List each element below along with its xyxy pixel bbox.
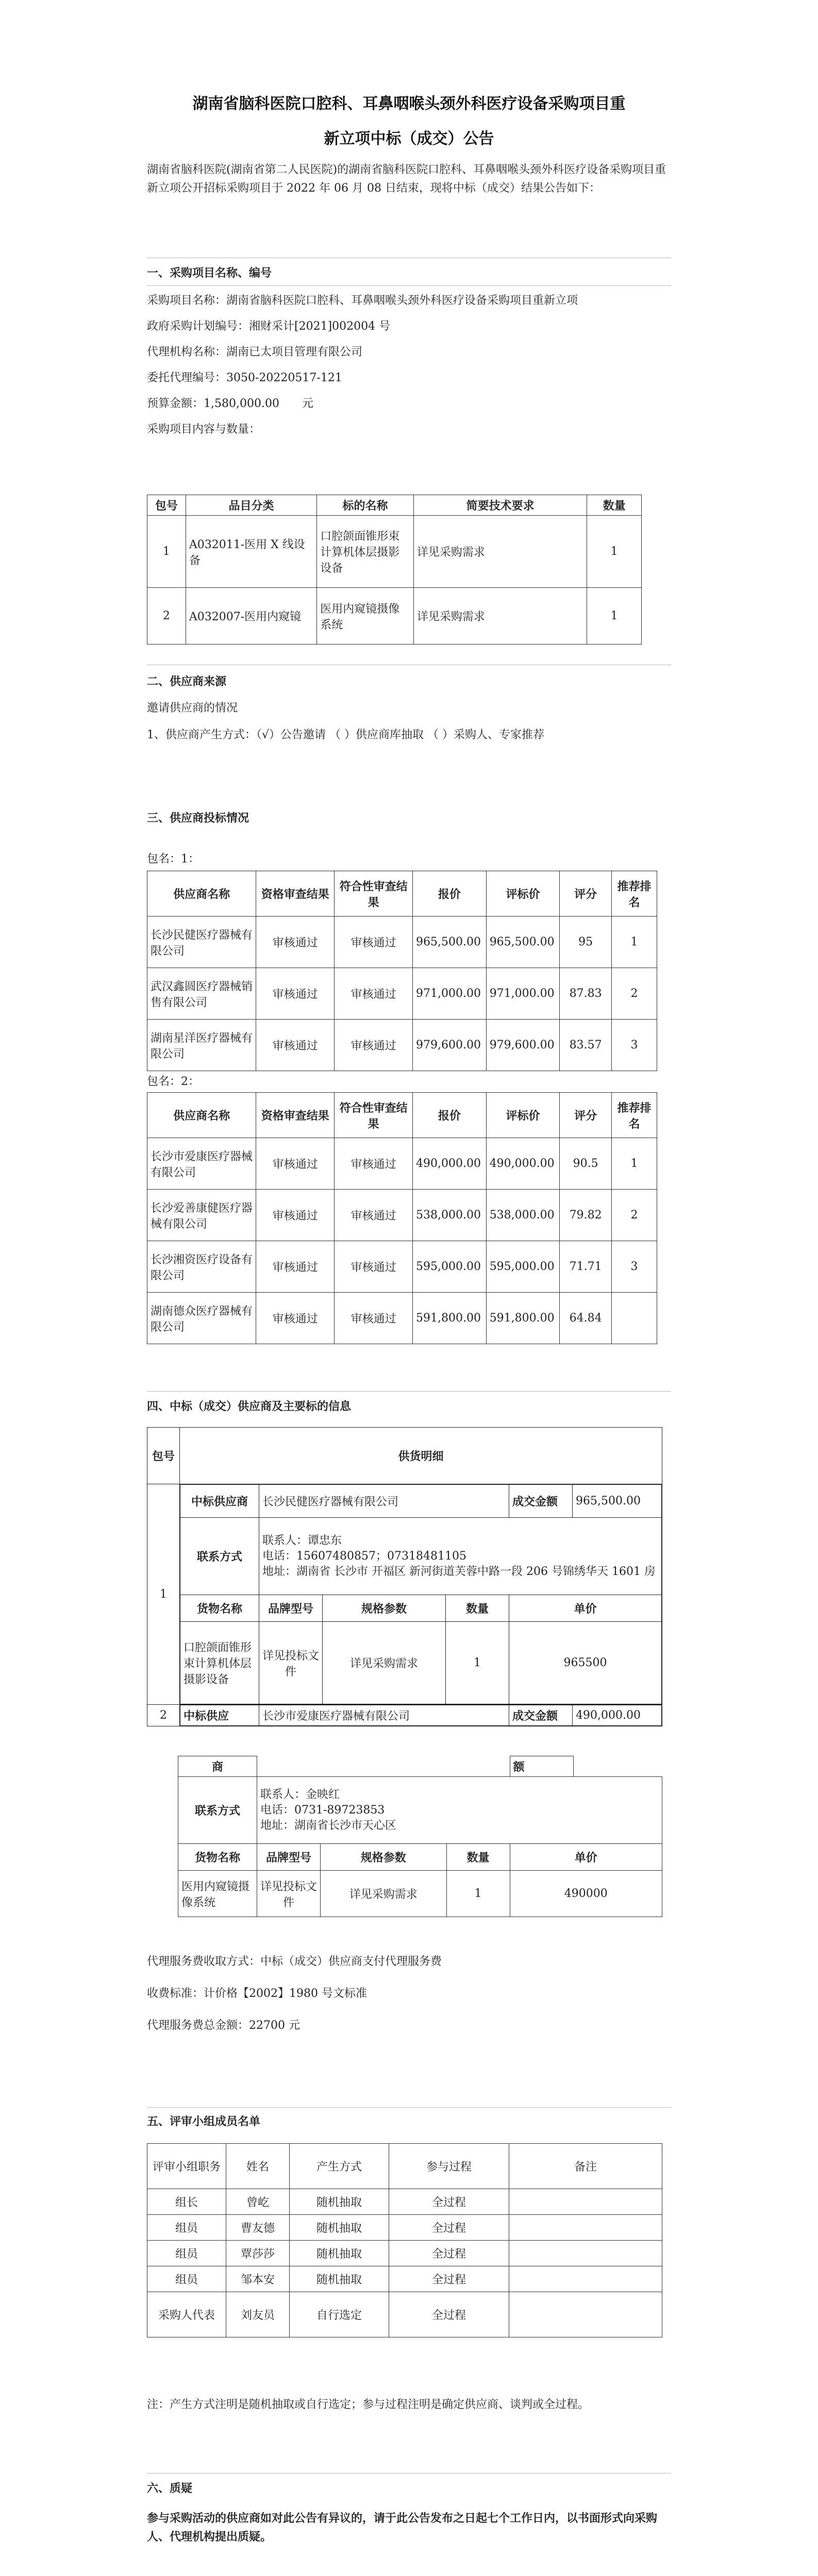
table-cell: 1 [587, 588, 642, 645]
committee-note-text: 注：产生方式注明是随机抽取或自行选定；参与过程注明是确定供应商、谈判或全过程。 [147, 2398, 590, 2411]
col-header: 推荐排名 [611, 1093, 657, 1138]
table-cell: 490000 [510, 1871, 662, 1917]
committee-table [147, 2143, 662, 2337]
section-3-heading: 三、供应商投标情况 [147, 811, 249, 825]
col-header: 数量 [446, 1844, 510, 1871]
table-cell: 审核通过 [335, 1241, 413, 1293]
contact-phone: 电话：0731-89723853 [260, 1803, 385, 1817]
table-cell: 武汉鑫圆医疗器械销售有限公司 [147, 968, 256, 1020]
project-number: 委托代理编号：3050-20220517-121 [147, 371, 342, 384]
table-cell: 曾屹 [226, 2189, 290, 2215]
table-cell: 审核通过 [335, 968, 413, 1020]
section-2-sub: 邀请供应商的情况 [147, 702, 238, 715]
winner-name: 长沙民健医疗器械有限公司 [259, 1485, 509, 1518]
table-cell: 湖南星洋医疗器械有限公司 [147, 1020, 256, 1071]
table-cell: 湖南德众医疗器械有限公司 [147, 1293, 256, 1344]
winner-detail-cell [180, 1484, 662, 1705]
section-6 [147, 2479, 671, 2546]
table-row [147, 588, 642, 645]
winner-detail-cell [180, 1705, 662, 1726]
table-cell: 538,000.00 [413, 1190, 487, 1241]
table-cell: 83.57 [560, 1020, 612, 1071]
table-cell: 979,600.00 [486, 1020, 560, 1071]
table-cell: 审核通过 [256, 1190, 335, 1241]
winner-name: 长沙市爱康医疗器械有限公司 [259, 1705, 509, 1726]
table-cell: A032007-医用内窥镜 [186, 588, 316, 645]
winner-label-tail: 商 [178, 1756, 257, 1777]
table-cell: 审核通过 [256, 1293, 335, 1344]
table-cell: 医用内窥镜摄像系统 [317, 588, 414, 645]
package-2-label [147, 1073, 671, 1091]
table-cell: 随机抽取 [290, 2241, 389, 2266]
table-row [147, 968, 657, 1020]
table-cell [509, 2241, 662, 2266]
table-row [147, 1020, 657, 1071]
table-cell: 审核通过 [256, 1138, 335, 1190]
table-row [147, 1241, 657, 1293]
challenge-text: 参与采购活动的供应商如对此公告有异议的，请于此公告发布之日起七个工作日内，以书面形式向采购人、代理机构提出质疑。 [147, 2512, 658, 2544]
col-header: 标的名称 [317, 495, 414, 516]
table-cell: 详见采购需求 [413, 588, 587, 645]
table-cell: 采购人代表 [147, 2292, 226, 2337]
table-cell: 全过程 [389, 2266, 509, 2292]
table-row [147, 2189, 662, 2215]
table-cell: 1 [611, 1138, 657, 1190]
divider [147, 1391, 671, 1392]
col-header: 推荐排名 [611, 871, 657, 917]
table-row [147, 2215, 662, 2241]
section-5 [147, 2112, 671, 2131]
table-cell: 1 [446, 1871, 510, 1917]
col-header: 规格参数 [323, 1595, 446, 1622]
table-cell: 90.5 [560, 1138, 612, 1190]
section-4 [147, 1397, 671, 1416]
table-cell [509, 2189, 662, 2215]
table-cell: 971,000.00 [486, 968, 560, 1020]
table-cell: 组员 [147, 2215, 226, 2241]
contact-person: 联系人：金映红 [260, 1788, 340, 1801]
table-cell: 490,000.00 [413, 1138, 487, 1190]
table-cell [509, 2292, 662, 2337]
table-cell: 详见投标文件 [257, 1871, 321, 1917]
col-header: 姓名 [226, 2144, 290, 2189]
table-cell: 口腔颌面锥形束计算机体层摄影设备 [317, 516, 414, 588]
section-1-body [147, 292, 671, 439]
col-header: 单价 [510, 1844, 662, 1871]
section-6-heading: 六、质疑 [147, 2482, 193, 2495]
table-cell: 随机抽取 [290, 2215, 389, 2241]
col-header: 评审小组职务 [147, 2144, 226, 2189]
table-cell: 审核通过 [335, 1020, 413, 1071]
table-cell: 71.71 [560, 1241, 612, 1293]
table-cell: 965500 [509, 1622, 662, 1704]
fee-method: 代理服务费收取方式：中标（成交）供应商支付代理服务费 [147, 1955, 442, 1968]
bids-package-2-table [147, 1092, 657, 1344]
table-cell: 组长 [147, 2189, 226, 2215]
table-row [147, 2292, 662, 2337]
table-cell: 长沙爱善康健医疗器械有限公司 [147, 1190, 256, 1241]
col-header: 评分 [560, 1093, 612, 1138]
col-header: 符合性审查结果 [335, 1093, 413, 1138]
col-header: 参与过程 [389, 2144, 509, 2189]
table-row [147, 917, 657, 968]
table-cell: 医用内窥镜摄像系统 [178, 1871, 257, 1917]
table-cell: 1 [611, 917, 657, 968]
col-header: 包号 [147, 495, 186, 516]
col-header: 数量 [587, 495, 642, 516]
col-header: 货物名称 [180, 1595, 259, 1622]
contact-address: 地址：湖南省 长沙市 开福区 新河街道芙蓉中路一段 206 号锦绣华天 1601 房 [262, 1565, 656, 1578]
table-cell: 随机抽取 [290, 2266, 389, 2292]
table-cell: 538,000.00 [486, 1190, 560, 1241]
table-cell: 95 [560, 917, 612, 968]
contact-person: 联系人：谭忠东 [262, 1534, 342, 1547]
col-header: 供货明细 [180, 1428, 662, 1484]
section-5-heading: 五、评审小组成员名单 [147, 2115, 261, 2128]
table-cell: 591,800.00 [486, 1293, 560, 1344]
contact-info [257, 1777, 662, 1844]
supplier-source-text: 1、供应商产生方式：（√）公告邀请 （ ）供应商库抽取 （ ）采购人、专家推荐 [147, 728, 544, 741]
table-cell: 审核通过 [256, 917, 335, 968]
col-header: 货物名称 [178, 1844, 257, 1871]
table-cell: 2 [147, 588, 186, 645]
table-cell: 长沙民健医疗器械有限公司 [147, 917, 256, 968]
table-cell: 详见采购需求 [413, 516, 587, 588]
table-row [147, 1138, 657, 1190]
col-header: 规格参数 [321, 1844, 447, 1871]
col-header: 备注 [509, 2144, 662, 2189]
section-3 [147, 809, 671, 827]
table-cell: 详见投标文件 [259, 1622, 323, 1704]
bids-package-1-table [147, 871, 657, 1071]
section-4-heading: 四、中标（成交）供应商及主要标的信息 [147, 1400, 352, 1413]
contact-label: 联系方式 [180, 1518, 259, 1595]
section-1 [147, 264, 671, 282]
winner-label: 中标供应商 [180, 1485, 259, 1518]
col-header: 符合性审查结果 [335, 871, 413, 917]
col-header: 包号 [147, 1428, 180, 1484]
col-header: 品目分类 [186, 495, 316, 516]
table-cell: 全过程 [389, 2215, 509, 2241]
table-cell: 长沙湘资医疗设备有限公司 [147, 1241, 256, 1293]
project-name: 采购项目名称：湖南省脑科医院口腔科、耳鼻咽喉头颈外科医疗设备采购项目重新立项 [147, 294, 578, 307]
table-row [147, 1190, 657, 1241]
page-title-line-2: 新立项中标（成交）公告 [324, 130, 494, 148]
col-header: 评分 [560, 871, 612, 917]
table-cell: 1 [446, 1622, 509, 1704]
table-cell: 口腔颌面锥形束计算机体层摄影设备 [180, 1622, 259, 1704]
table-cell: 审核通过 [335, 1138, 413, 1190]
table-cell: 邹本安 [226, 2266, 290, 2292]
package-number: 1 [147, 1484, 180, 1705]
col-header: 产生方式 [290, 2144, 389, 2189]
winner-1-detail [180, 1484, 662, 1704]
table-cell: 1 [587, 516, 642, 588]
col-header: 报价 [413, 871, 487, 917]
section-2 [147, 672, 671, 744]
table-cell: 595,000.00 [486, 1241, 560, 1293]
col-header: 评标价 [486, 1093, 560, 1138]
table-row [178, 1871, 662, 1917]
table-cell: 详见采购需求 [323, 1622, 446, 1704]
table-row [147, 2266, 662, 2292]
table-cell: 全过程 [389, 2241, 509, 2266]
table-cell: 79.82 [560, 1190, 612, 1241]
intro-text: 湖南省脑科医院(湖南省第二人民医院)的湖南省脑科医院口腔科、耳鼻咽喉头颈外科医疗设备采购项目重新立项公开招标采购项目于 2022 年 06 月 08 日结束，现将中标（成交）结果公告如下： [147, 163, 666, 195]
table-cell: 详见采购需求 [321, 1871, 447, 1917]
winner-2-header [180, 1705, 662, 1726]
table-cell: 64.84 [560, 1293, 612, 1344]
divider [147, 285, 671, 286]
table-cell: 刘友员 [226, 2292, 290, 2337]
col-header: 评标价 [486, 871, 560, 917]
package-label: 包名：2： [147, 1075, 199, 1088]
table-cell: 组员 [147, 2241, 226, 2266]
table-cell: 审核通过 [335, 917, 413, 968]
table-row [180, 1622, 662, 1704]
amount-label: 成交金额 [509, 1485, 573, 1518]
table-cell: 87.83 [560, 968, 612, 1020]
page-title-line-1: 湖南省脑科医院口腔科、耳鼻咽喉头颈外科医疗设备采购项目重 [192, 95, 626, 113]
amount-label: 成交金额 [509, 1705, 573, 1726]
table-cell [509, 2266, 662, 2292]
table-cell: 审核通过 [335, 1293, 413, 1344]
contact-info [259, 1518, 662, 1595]
table-cell: 3 [611, 1020, 657, 1071]
table-cell: 随机抽取 [290, 2189, 389, 2215]
agency-name: 代理机构名称：湖南已太项目管理有限公司 [147, 346, 363, 359]
fee-standard: 收费标准：计价格【2002】1980 号文标准 [147, 1987, 367, 2000]
package-1-label [147, 850, 671, 869]
amount-label-tail: 额 [510, 1756, 573, 1777]
col-header: 资格审查结果 [256, 871, 335, 917]
table-cell: 覃莎莎 [226, 2241, 290, 2266]
winner-label: 中标供应 [180, 1705, 259, 1726]
col-header: 品牌型号 [259, 1595, 323, 1622]
table-cell: A032011-医用 X 线设备 [186, 516, 316, 588]
col-header: 供应商名称 [147, 1093, 256, 1138]
col-header: 品牌型号 [257, 1844, 321, 1871]
table-cell: 组员 [147, 2266, 226, 2292]
table-cell: 1 [147, 516, 186, 588]
winner-table [147, 1427, 662, 1726]
table-cell: 965,500.00 [486, 917, 560, 968]
table-cell: 曹友德 [226, 2215, 290, 2241]
table-cell: 审核通过 [256, 1020, 335, 1071]
budget-amount: 预算金额：1,580,000.00 元 [147, 397, 313, 410]
table-cell: 2 [611, 968, 657, 1020]
committee-note [147, 2396, 671, 2414]
table-cell: 591,800.00 [413, 1293, 487, 1344]
table-cell: 全过程 [389, 2189, 509, 2215]
fee-total: 代理服务费总金额：22700 元 [147, 2019, 300, 2032]
table-cell: 审核通过 [256, 1241, 335, 1293]
table-cell: 490,000.00 [486, 1138, 560, 1190]
winner-amount: 490,000.00 [573, 1705, 662, 1726]
col-header: 数量 [446, 1595, 509, 1622]
package-number: 2 [147, 1705, 180, 1726]
col-header: 资格审查结果 [256, 1093, 335, 1138]
table-cell: 979,600.00 [413, 1020, 487, 1071]
table-cell [509, 2215, 662, 2241]
table-cell: 自行选定 [290, 2292, 389, 2337]
table-cell: 971,000.00 [413, 968, 487, 1020]
col-header: 单价 [509, 1595, 662, 1622]
table-cell: 审核通过 [256, 968, 335, 1020]
table-cell [611, 1293, 657, 1344]
winner-2-detail [178, 1756, 662, 1917]
table-cell: 全过程 [389, 2292, 509, 2337]
package-label: 包名：1： [147, 853, 199, 866]
table-cell: 2 [611, 1190, 657, 1241]
winner-amount: 965,500.00 [573, 1485, 662, 1518]
table-cell: 3 [611, 1241, 657, 1293]
table-row [147, 516, 642, 588]
project-content-table [147, 495, 642, 645]
contact-address: 地址：湖南省长沙市天心区 [260, 1819, 397, 1832]
section-2-heading: 二、供应商来源 [147, 675, 227, 688]
col-header: 简要技术要求 [413, 495, 587, 516]
intro-paragraph [147, 161, 671, 198]
col-header: 供应商名称 [147, 871, 256, 917]
divider [147, 2107, 671, 2108]
table-cell: 965,500.00 [413, 917, 487, 968]
contact-label: 联系方式 [178, 1777, 257, 1844]
table-cell: 长沙市爱康医疗器械有限公司 [147, 1138, 256, 1190]
content-label: 采购项目内容与数量： [147, 423, 261, 436]
winner-row-2 [147, 1705, 662, 1726]
section-1-heading: 一、采购项目名称、编号 [147, 266, 272, 280]
table-row [147, 2241, 662, 2266]
winner-row-1 [147, 1484, 662, 1705]
col-header: 报价 [413, 1093, 487, 1138]
service-fee-block [147, 1953, 671, 2035]
table-cell: 审核通过 [335, 1190, 413, 1241]
table-cell: 595,000.00 [413, 1241, 487, 1293]
plan-number: 政府采购计划编号：湘财采计[2021]002004 号 [147, 320, 391, 333]
table-row [147, 1293, 657, 1344]
contact-phone: 电话：15607480857；07318481105 [262, 1549, 466, 1563]
